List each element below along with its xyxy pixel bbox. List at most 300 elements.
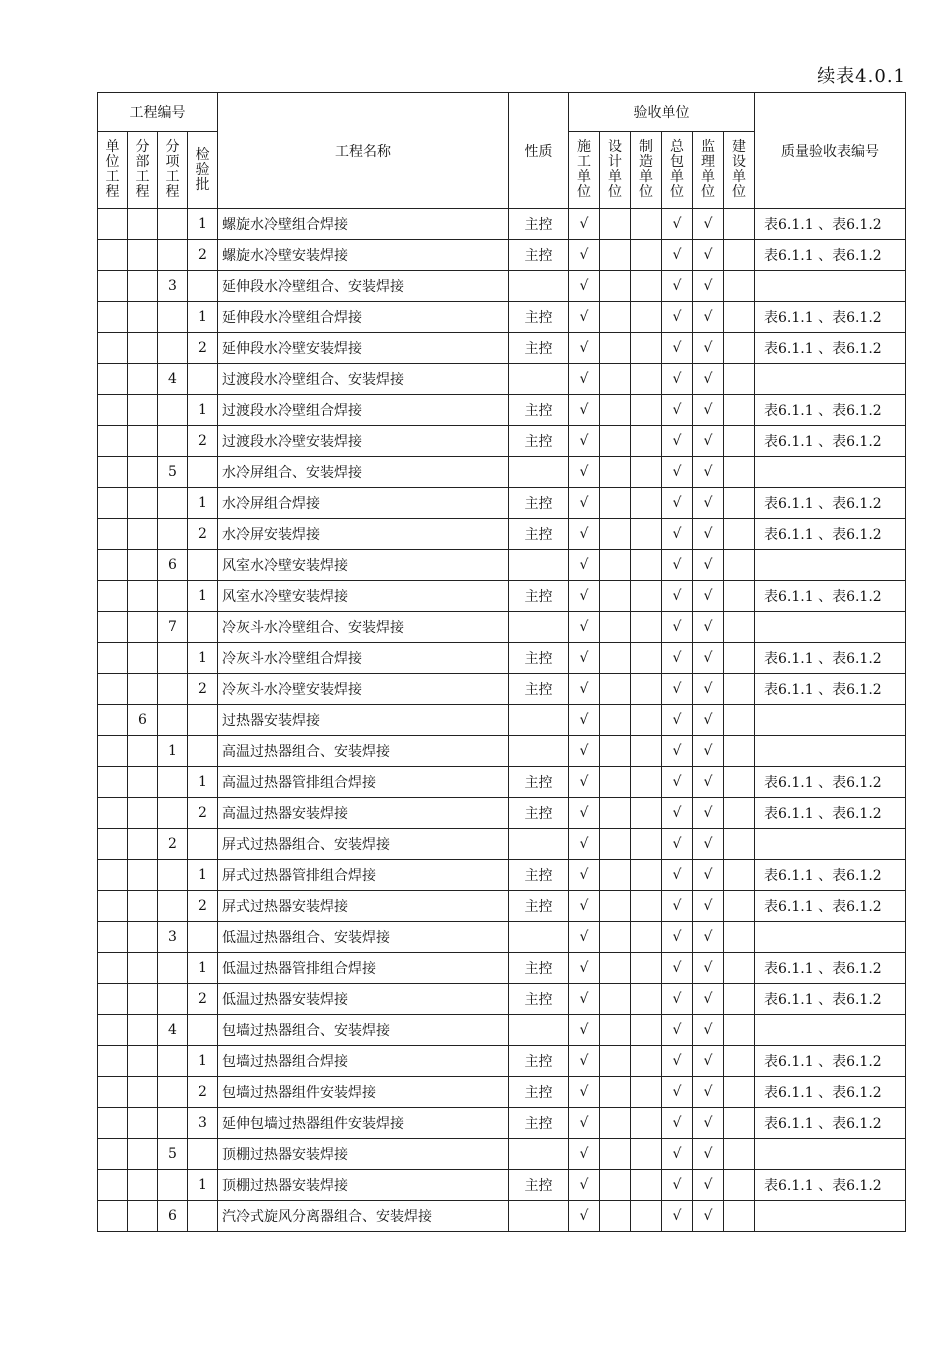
cell-item-project bbox=[158, 302, 188, 333]
cell-general-contractor-check: √ bbox=[662, 240, 693, 271]
cell-nature: 主控 bbox=[509, 767, 569, 798]
cell-unit-project bbox=[98, 798, 128, 829]
cell-unit-project bbox=[98, 1201, 128, 1232]
cell-nature: 主控 bbox=[509, 984, 569, 1015]
cell-inspection-batch: 2 bbox=[188, 798, 218, 829]
cell-division-project bbox=[128, 426, 158, 457]
cell-unit-project bbox=[98, 426, 128, 457]
cell-design-check bbox=[600, 798, 631, 829]
cell-item-project bbox=[158, 519, 188, 550]
cell-item-project: 1 bbox=[158, 736, 188, 767]
cell-construction-check: √ bbox=[569, 922, 600, 953]
cell-supervision-check: √ bbox=[693, 426, 724, 457]
cell-owner-check bbox=[724, 705, 755, 736]
cell-manufacturer-check bbox=[631, 302, 662, 333]
cell-inspection-batch bbox=[188, 364, 218, 395]
cell-nature: 主控 bbox=[509, 519, 569, 550]
cell-division-project bbox=[128, 364, 158, 395]
cell-division-project bbox=[128, 1201, 158, 1232]
cell-form-number bbox=[755, 829, 906, 860]
cell-construction-check: √ bbox=[569, 860, 600, 891]
cell-general-contractor-check: √ bbox=[662, 767, 693, 798]
header-nature: 性质 bbox=[509, 93, 569, 209]
cell-project-name: 风室水冷壁安装焊接 bbox=[218, 550, 509, 581]
cell-inspection-batch: 1 bbox=[188, 953, 218, 984]
cell-project-name: 高温过热器安装焊接 bbox=[218, 798, 509, 829]
cell-form-number bbox=[755, 705, 906, 736]
cell-project-name: 冷灰斗水冷壁组合、安装焊接 bbox=[218, 612, 509, 643]
cell-general-contractor-check: √ bbox=[662, 860, 693, 891]
cell-construction-check: √ bbox=[569, 1201, 600, 1232]
cell-owner-check bbox=[724, 1046, 755, 1077]
cell-division-project bbox=[128, 1046, 158, 1077]
cell-unit-project bbox=[98, 302, 128, 333]
cell-owner-check bbox=[724, 767, 755, 798]
cell-inspection-batch bbox=[188, 736, 218, 767]
cell-item-project: 5 bbox=[158, 457, 188, 488]
cell-item-project bbox=[158, 798, 188, 829]
cell-project-name: 延伸段水冷壁组合、安装焊接 bbox=[218, 271, 509, 302]
cell-supervision-check: √ bbox=[693, 984, 724, 1015]
table-caption: 续表4.0.1 bbox=[817, 66, 906, 87]
cell-division-project bbox=[128, 488, 158, 519]
table-row bbox=[98, 674, 906, 705]
cell-supervision-check: √ bbox=[693, 953, 724, 984]
cell-construction-check: √ bbox=[569, 457, 600, 488]
cell-manufacturer-check bbox=[631, 488, 662, 519]
cell-general-contractor-check: √ bbox=[662, 798, 693, 829]
cell-manufacturer-check bbox=[631, 984, 662, 1015]
table-row bbox=[98, 364, 906, 395]
cell-project-name: 冷灰斗水冷壁组合焊接 bbox=[218, 643, 509, 674]
cell-owner-check bbox=[724, 302, 755, 333]
table-row bbox=[98, 829, 906, 860]
cell-nature: 主控 bbox=[509, 1077, 569, 1108]
header-division-project: 分 部 工 程 bbox=[128, 132, 158, 209]
table-row bbox=[98, 705, 906, 736]
cell-manufacturer-check bbox=[631, 643, 662, 674]
cell-supervision-check: √ bbox=[693, 860, 724, 891]
cell-supervision-check: √ bbox=[693, 271, 724, 302]
cell-item-project bbox=[158, 426, 188, 457]
cell-manufacturer-check bbox=[631, 922, 662, 953]
cell-form-number: 表6.1.1 、表6.1.2 bbox=[755, 1170, 906, 1201]
header-design-unit: 设 计 单 位 bbox=[600, 132, 631, 209]
cell-item-project bbox=[158, 395, 188, 426]
cell-supervision-check: √ bbox=[693, 767, 724, 798]
cell-construction-check: √ bbox=[569, 643, 600, 674]
cell-item-project: 4 bbox=[158, 1015, 188, 1046]
cell-nature: 主控 bbox=[509, 333, 569, 364]
cell-owner-check bbox=[724, 1201, 755, 1232]
cell-nature: 主控 bbox=[509, 240, 569, 271]
cell-construction-check: √ bbox=[569, 767, 600, 798]
cell-general-contractor-check: √ bbox=[662, 302, 693, 333]
cell-nature bbox=[509, 1201, 569, 1232]
cell-item-project bbox=[158, 643, 188, 674]
cell-construction-check: √ bbox=[569, 1108, 600, 1139]
cell-form-number bbox=[755, 1139, 906, 1170]
cell-construction-check: √ bbox=[569, 674, 600, 705]
cell-nature bbox=[509, 922, 569, 953]
cell-item-project bbox=[158, 953, 188, 984]
table-row bbox=[98, 209, 906, 240]
cell-form-number: 表6.1.1 、表6.1.2 bbox=[755, 798, 906, 829]
cell-item-project: 5 bbox=[158, 1139, 188, 1170]
cell-construction-check: √ bbox=[569, 550, 600, 581]
cell-inspection-batch: 2 bbox=[188, 674, 218, 705]
cell-design-check bbox=[600, 984, 631, 1015]
cell-general-contractor-check: √ bbox=[662, 364, 693, 395]
cell-nature bbox=[509, 550, 569, 581]
cell-inspection-batch: 2 bbox=[188, 333, 218, 364]
cell-item-project bbox=[158, 209, 188, 240]
cell-form-number: 表6.1.1 、表6.1.2 bbox=[755, 240, 906, 271]
cell-unit-project bbox=[98, 1108, 128, 1139]
cell-inspection-batch: 1 bbox=[188, 1046, 218, 1077]
cell-general-contractor-check: √ bbox=[662, 1108, 693, 1139]
cell-owner-check bbox=[724, 209, 755, 240]
cell-supervision-check: √ bbox=[693, 1201, 724, 1232]
cell-design-check bbox=[600, 1139, 631, 1170]
table-row bbox=[98, 643, 906, 674]
cell-owner-check bbox=[724, 922, 755, 953]
cell-inspection-batch bbox=[188, 1201, 218, 1232]
cell-division-project bbox=[128, 860, 158, 891]
cell-inspection-batch: 2 bbox=[188, 426, 218, 457]
cell-design-check bbox=[600, 891, 631, 922]
cell-general-contractor-check: √ bbox=[662, 736, 693, 767]
table-row bbox=[98, 984, 906, 1015]
cell-project-name: 延伸段水冷壁安装焊接 bbox=[218, 333, 509, 364]
cell-nature bbox=[509, 829, 569, 860]
cell-inspection-batch bbox=[188, 550, 218, 581]
cell-general-contractor-check: √ bbox=[662, 674, 693, 705]
cell-construction-check: √ bbox=[569, 1170, 600, 1201]
cell-unit-project bbox=[98, 395, 128, 426]
table-row bbox=[98, 1077, 906, 1108]
cell-form-number: 表6.1.1 、表6.1.2 bbox=[755, 643, 906, 674]
cell-owner-check bbox=[724, 581, 755, 612]
cell-inspection-batch: 2 bbox=[188, 891, 218, 922]
cell-unit-project bbox=[98, 240, 128, 271]
cell-design-check bbox=[600, 829, 631, 860]
cell-form-number: 表6.1.1 、表6.1.2 bbox=[755, 860, 906, 891]
cell-division-project bbox=[128, 643, 158, 674]
cell-inspection-batch: 3 bbox=[188, 1108, 218, 1139]
cell-division-project bbox=[128, 1170, 158, 1201]
cell-nature bbox=[509, 705, 569, 736]
cell-manufacturer-check bbox=[631, 1077, 662, 1108]
cell-inspection-batch: 1 bbox=[188, 581, 218, 612]
cell-division-project bbox=[128, 984, 158, 1015]
cell-supervision-check: √ bbox=[693, 922, 724, 953]
cell-form-number: 表6.1.1 、表6.1.2 bbox=[755, 519, 906, 550]
cell-design-check bbox=[600, 1170, 631, 1201]
cell-project-name: 风室水冷壁安装焊接 bbox=[218, 581, 509, 612]
cell-division-project bbox=[128, 271, 158, 302]
cell-supervision-check: √ bbox=[693, 829, 724, 860]
cell-design-check bbox=[600, 1201, 631, 1232]
cell-nature bbox=[509, 736, 569, 767]
cell-project-name: 水冷屏安装焊接 bbox=[218, 519, 509, 550]
cell-owner-check bbox=[724, 240, 755, 271]
cell-construction-check: √ bbox=[569, 891, 600, 922]
cell-division-project bbox=[128, 457, 158, 488]
cell-form-number: 表6.1.1 、表6.1.2 bbox=[755, 581, 906, 612]
cell-form-number bbox=[755, 1201, 906, 1232]
cell-form-number bbox=[755, 457, 906, 488]
cell-unit-project bbox=[98, 860, 128, 891]
cell-owner-check bbox=[724, 426, 755, 457]
header-construction-unit: 施 工 单 位 bbox=[569, 132, 600, 209]
cell-unit-project bbox=[98, 581, 128, 612]
cell-project-name: 延伸包墙过热器组件安装焊接 bbox=[218, 1108, 509, 1139]
cell-nature: 主控 bbox=[509, 891, 569, 922]
cell-form-number: 表6.1.1 、表6.1.2 bbox=[755, 891, 906, 922]
cell-unit-project bbox=[98, 1170, 128, 1201]
cell-item-project: 3 bbox=[158, 271, 188, 302]
cell-unit-project bbox=[98, 550, 128, 581]
cell-division-project bbox=[128, 1077, 158, 1108]
cell-project-name: 高温过热器组合、安装焊接 bbox=[218, 736, 509, 767]
cell-unit-project bbox=[98, 1015, 128, 1046]
cell-unit-project bbox=[98, 1046, 128, 1077]
table-row bbox=[98, 891, 906, 922]
header-owner-unit: 建 设 单 位 bbox=[724, 132, 755, 209]
cell-nature: 主控 bbox=[509, 953, 569, 984]
cell-inspection-batch bbox=[188, 271, 218, 302]
cell-project-name: 包墙过热器组合、安装焊接 bbox=[218, 1015, 509, 1046]
cell-general-contractor-check: √ bbox=[662, 984, 693, 1015]
cell-form-number bbox=[755, 271, 906, 302]
cell-manufacturer-check bbox=[631, 736, 662, 767]
cell-division-project bbox=[128, 922, 158, 953]
cell-inspection-batch bbox=[188, 705, 218, 736]
cell-manufacturer-check bbox=[631, 519, 662, 550]
cell-inspection-batch: 1 bbox=[188, 302, 218, 333]
cell-project-name: 冷灰斗水冷壁安装焊接 bbox=[218, 674, 509, 705]
cell-division-project bbox=[128, 829, 158, 860]
cell-nature: 主控 bbox=[509, 395, 569, 426]
cell-item-project bbox=[158, 674, 188, 705]
cell-general-contractor-check: √ bbox=[662, 488, 693, 519]
cell-construction-check: √ bbox=[569, 798, 600, 829]
cell-inspection-batch bbox=[188, 1015, 218, 1046]
table-row bbox=[98, 922, 906, 953]
cell-construction-check: √ bbox=[569, 612, 600, 643]
table-row bbox=[98, 736, 906, 767]
cell-construction-check: √ bbox=[569, 953, 600, 984]
cell-nature bbox=[509, 1139, 569, 1170]
cell-form-number bbox=[755, 1015, 906, 1046]
cell-owner-check bbox=[724, 984, 755, 1015]
cell-design-check bbox=[600, 1015, 631, 1046]
cell-manufacturer-check bbox=[631, 333, 662, 364]
cell-design-check bbox=[600, 953, 631, 984]
cell-owner-check bbox=[724, 488, 755, 519]
cell-form-number bbox=[755, 364, 906, 395]
cell-supervision-check: √ bbox=[693, 891, 724, 922]
cell-design-check bbox=[600, 1046, 631, 1077]
cell-item-project bbox=[158, 860, 188, 891]
cell-item-project bbox=[158, 240, 188, 271]
cell-project-name: 屏式过热器安装焊接 bbox=[218, 891, 509, 922]
cell-construction-check: √ bbox=[569, 1046, 600, 1077]
cell-manufacturer-check bbox=[631, 581, 662, 612]
cell-general-contractor-check: √ bbox=[662, 891, 693, 922]
table-row bbox=[98, 395, 906, 426]
cell-construction-check: √ bbox=[569, 829, 600, 860]
cell-inspection-batch: 1 bbox=[188, 1170, 218, 1201]
cell-owner-check bbox=[724, 829, 755, 860]
cell-item-project: 3 bbox=[158, 922, 188, 953]
table-row bbox=[98, 1201, 906, 1232]
cell-form-number: 表6.1.1 、表6.1.2 bbox=[755, 767, 906, 798]
cell-unit-project bbox=[98, 922, 128, 953]
table-row bbox=[98, 798, 906, 829]
cell-form-number: 表6.1.1 、表6.1.2 bbox=[755, 953, 906, 984]
cell-unit-project bbox=[98, 953, 128, 984]
cell-manufacturer-check bbox=[631, 953, 662, 984]
cell-supervision-check: √ bbox=[693, 798, 724, 829]
cell-owner-check bbox=[724, 519, 755, 550]
table-row bbox=[98, 457, 906, 488]
cell-item-project bbox=[158, 984, 188, 1015]
cell-supervision-check: √ bbox=[693, 1108, 724, 1139]
cell-manufacturer-check bbox=[631, 1201, 662, 1232]
cell-owner-check bbox=[724, 364, 755, 395]
cell-project-name: 汽冷式旋风分离器组合、安装焊接 bbox=[218, 1201, 509, 1232]
cell-item-project: 6 bbox=[158, 550, 188, 581]
cell-manufacturer-check bbox=[631, 1046, 662, 1077]
cell-design-check bbox=[600, 457, 631, 488]
cell-division-project bbox=[128, 1108, 158, 1139]
cell-unit-project bbox=[98, 1139, 128, 1170]
cell-manufacturer-check bbox=[631, 240, 662, 271]
cell-form-number: 表6.1.1 、表6.1.2 bbox=[755, 984, 906, 1015]
cell-project-name: 过渡段水冷壁组合、安装焊接 bbox=[218, 364, 509, 395]
cell-inspection-batch: 1 bbox=[188, 395, 218, 426]
cell-project-name: 过热器安装焊接 bbox=[218, 705, 509, 736]
cell-design-check bbox=[600, 922, 631, 953]
cell-item-project bbox=[158, 1170, 188, 1201]
cell-item-project bbox=[158, 1108, 188, 1139]
cell-inspection-batch: 2 bbox=[188, 984, 218, 1015]
cell-inspection-batch bbox=[188, 612, 218, 643]
cell-division-project bbox=[128, 953, 158, 984]
cell-form-number: 表6.1.1 、表6.1.2 bbox=[755, 488, 906, 519]
cell-project-name: 低温过热器安装焊接 bbox=[218, 984, 509, 1015]
cell-general-contractor-check: √ bbox=[662, 705, 693, 736]
cell-form-number: 表6.1.1 、表6.1.2 bbox=[755, 1046, 906, 1077]
cell-general-contractor-check: √ bbox=[662, 457, 693, 488]
cell-construction-check: √ bbox=[569, 1077, 600, 1108]
cell-form-number: 表6.1.1 、表6.1.2 bbox=[755, 302, 906, 333]
cell-manufacturer-check bbox=[631, 1170, 662, 1201]
cell-general-contractor-check: √ bbox=[662, 1139, 693, 1170]
cell-form-number: 表6.1.1 、表6.1.2 bbox=[755, 333, 906, 364]
cell-owner-check bbox=[724, 736, 755, 767]
cell-project-name: 屏式过热器管排组合焊接 bbox=[218, 860, 509, 891]
cell-construction-check: √ bbox=[569, 519, 600, 550]
cell-inspection-batch bbox=[188, 829, 218, 860]
cell-manufacturer-check bbox=[631, 1015, 662, 1046]
cell-manufacturer-check bbox=[631, 550, 662, 581]
cell-nature: 主控 bbox=[509, 488, 569, 519]
table-row bbox=[98, 550, 906, 581]
cell-supervision-check: √ bbox=[693, 1170, 724, 1201]
cell-supervision-check: √ bbox=[693, 333, 724, 364]
cell-design-check bbox=[600, 333, 631, 364]
cell-item-project bbox=[158, 767, 188, 798]
cell-inspection-batch: 1 bbox=[188, 860, 218, 891]
cell-supervision-check: √ bbox=[693, 1077, 724, 1108]
cell-owner-check bbox=[724, 1015, 755, 1046]
header-item-project: 分 项 工 程 bbox=[158, 132, 188, 209]
cell-general-contractor-check: √ bbox=[662, 271, 693, 302]
table-row bbox=[98, 953, 906, 984]
cell-supervision-check: √ bbox=[693, 364, 724, 395]
cell-construction-check: √ bbox=[569, 488, 600, 519]
cell-design-check bbox=[600, 736, 631, 767]
cell-nature: 主控 bbox=[509, 1108, 569, 1139]
cell-form-number: 表6.1.1 、表6.1.2 bbox=[755, 674, 906, 705]
cell-supervision-check: √ bbox=[693, 1046, 724, 1077]
cell-project-name: 高温过热器管排组合焊接 bbox=[218, 767, 509, 798]
table-row bbox=[98, 519, 906, 550]
cell-project-name: 屏式过热器组合、安装焊接 bbox=[218, 829, 509, 860]
cell-supervision-check: √ bbox=[693, 1015, 724, 1046]
table-row bbox=[98, 488, 906, 519]
cell-supervision-check: √ bbox=[693, 643, 724, 674]
cell-nature: 主控 bbox=[509, 860, 569, 891]
table-body bbox=[98, 209, 906, 1232]
cell-construction-check: √ bbox=[569, 333, 600, 364]
cell-construction-check: √ bbox=[569, 302, 600, 333]
cell-division-project bbox=[128, 674, 158, 705]
acceptance-table bbox=[97, 92, 906, 1232]
cell-general-contractor-check: √ bbox=[662, 209, 693, 240]
cell-nature: 主控 bbox=[509, 798, 569, 829]
cell-project-name: 低温过热器组合、安装焊接 bbox=[218, 922, 509, 953]
cell-nature: 主控 bbox=[509, 302, 569, 333]
cell-item-project: 2 bbox=[158, 829, 188, 860]
cell-design-check bbox=[600, 1077, 631, 1108]
cell-design-check bbox=[600, 426, 631, 457]
cell-unit-project bbox=[98, 457, 128, 488]
cell-division-project bbox=[128, 612, 158, 643]
cell-owner-check bbox=[724, 333, 755, 364]
cell-supervision-check: √ bbox=[693, 302, 724, 333]
cell-design-check bbox=[600, 705, 631, 736]
cell-unit-project bbox=[98, 612, 128, 643]
cell-nature bbox=[509, 612, 569, 643]
cell-project-name: 顶棚过热器安装焊接 bbox=[218, 1139, 509, 1170]
cell-inspection-batch bbox=[188, 922, 218, 953]
cell-design-check bbox=[600, 612, 631, 643]
cell-inspection-batch: 2 bbox=[188, 1077, 218, 1108]
cell-construction-check: √ bbox=[569, 736, 600, 767]
cell-design-check bbox=[600, 395, 631, 426]
cell-nature bbox=[509, 1015, 569, 1046]
cell-construction-check: √ bbox=[569, 271, 600, 302]
cell-design-check bbox=[600, 488, 631, 519]
cell-construction-check: √ bbox=[569, 984, 600, 1015]
cell-form-number: 表6.1.1 、表6.1.2 bbox=[755, 1077, 906, 1108]
cell-project-name: 顶棚过热器安装焊接 bbox=[218, 1170, 509, 1201]
cell-design-check bbox=[600, 581, 631, 612]
